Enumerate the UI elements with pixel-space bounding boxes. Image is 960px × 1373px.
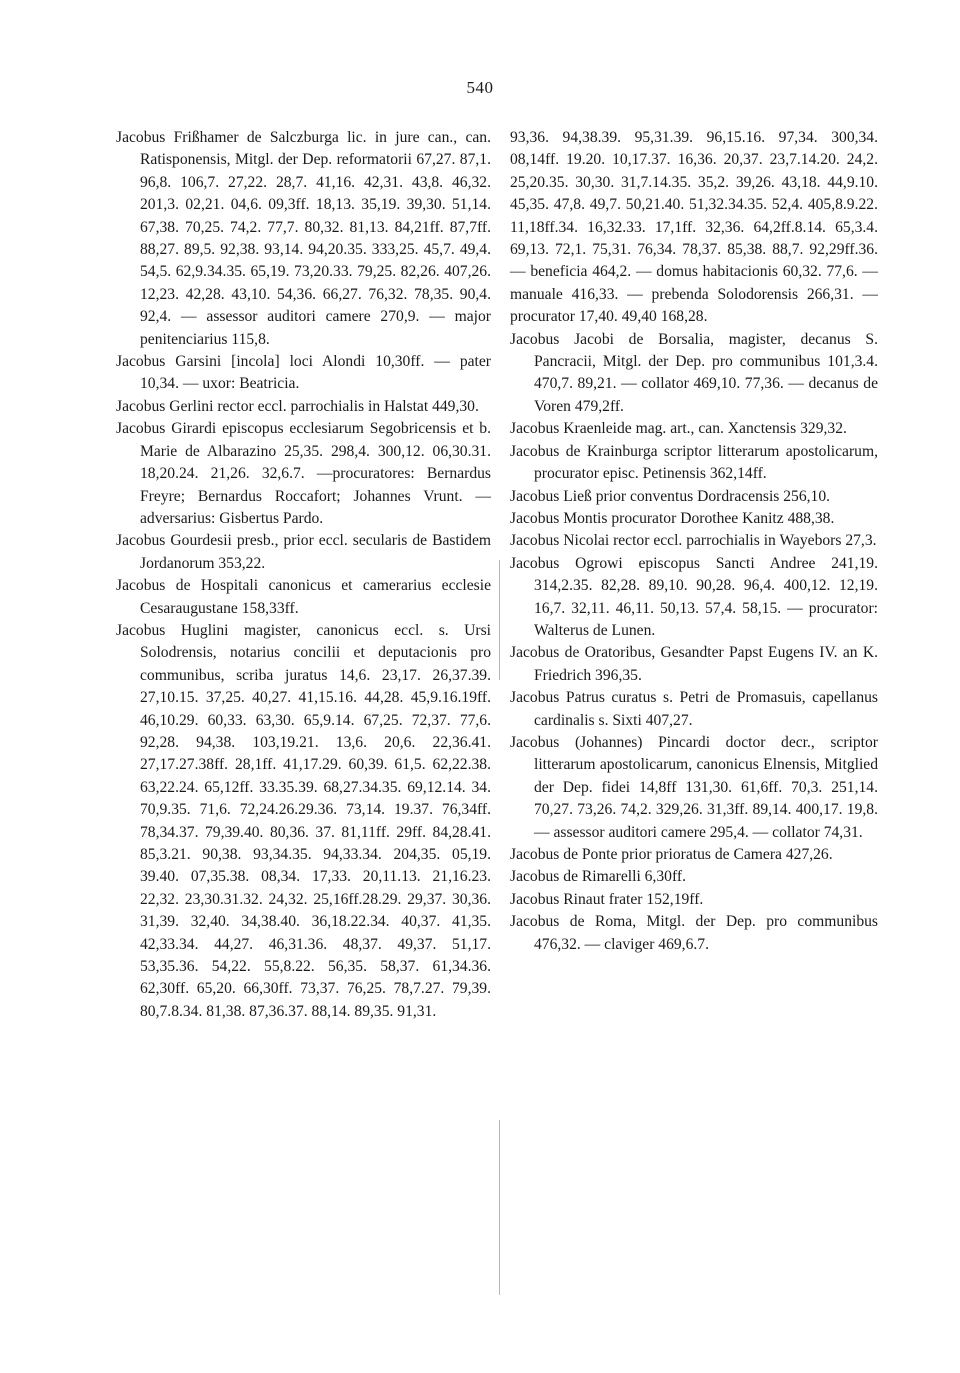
index-entry: Jacobus Garsini [incola] loci Alondi 10,30ff. — pater 10,34. — uxor: Beatricia.	[116, 353, 491, 393]
index-entry: Jacobus Frißhamer de Salczburga lic. in jure can., can. Ratisponensis, Mitgl. der Dep. reformatorii 67,27. 87,1. 96,8. 106,7. 27,22. 28,7. 41,16. 42,31. 43,8. 46,32. 201,3. 02,21. 04,6. 09,3ff. 18,13. 35,19. 39,30. 51,14. 67,38. 70,25. 74,2. 77,7. 80,32. 81,13. 84,21ff. 87,7ff. 88,27. 89,5. 92,38. 93,14. 94,20.35. 333,25. 45,7. 49,4. 54,5. 62,9.34.35. 65,19. 73,20.33. 79,25. 82,26. 407,26. 12,23. 42,28. 43,10. 54,36. 66,27. 76,32. 78,35. 90,4. 92,4. — assessor auditori camere 270,9. — major penitenciarius 115,8.	[116, 129, 491, 348]
left-column	[116, 127, 491, 1023]
index-entry: Jacobus Ogrowi episcopus Sancti Andree 241,19. 314,2.35. 82,28. 89,10. 90,28. 96,4. 400,12. 12,19. 16,7. 32,11. 46,11. 50,13. 57,4. 58,15. — procurator: Walterus de Lunen.	[510, 554, 878, 639]
page-number: 540	[466, 78, 494, 97]
index-entry: Jacobus de Roma, Mitgl. der Dep. pro communibus 476,32. — claviger 469,6.7.	[510, 913, 878, 953]
index-entry: Jacobus (Johannes) Pincardi doctor decr., scriptor litterarum apostolicarum, canonicus Elnensis, Mitglied der Dep. fidei 14,8ff 131,30. 61,6ff. 70,3. 251,14. 70,27. 73,26. 74,2. 329,26. 31,3ff. 89,14. 400,17. 19,8. — assessor auditori camere 295,4. — collator 74,31.	[510, 733, 878, 841]
index-entry: Jacobus de Rimarelli 6,30ff.	[510, 868, 686, 886]
index-entry: Jacobus Rinaut frater 152,19ff.	[510, 890, 704, 908]
index-entry: Jacobus Montis procurator Dorothee Kanitz 488,38.	[510, 509, 835, 527]
index-entry: Jacobus Gourdesii presb., prior eccl. secularis de Bastidem Jordanorum 353,22.	[116, 532, 491, 572]
index-entry: Jacobus de Ponte prior prioratus de Camera 427,26.	[510, 846, 833, 863]
index-entry: Jacobus Jacobi de Borsalia, magister, decanus S. Pancracii, Mitgl. der Dep. pro communibus 101,3.4. 470,7. 89,21. — collator 469,10. 77,36. — decanus de Voren 479,2ff.	[510, 330, 878, 415]
index-entry: Jacobus Nicolai rector eccl. parrochialis in Wayebors 27,3.	[510, 532, 877, 550]
index-entry: Jacobus Kraenleide mag. art., can. Xanctensis 329,32.	[510, 420, 847, 438]
index-entry: Jacobus Patrus curatus s. Petri de Promasuis, capellanus cardinalis s. Sixti 407,27.	[510, 689, 878, 729]
index-entry: Jacobus Huglini magister, canonicus eccl. s. Ursi Solodrensis, notarius concilii et deputacionis pro communibus, scriba juratus 14,6. 23,17. 26,37.39. 27,10.15. 37,25. 40,27. 41,15.16. 44,28. 45,9.16.19ff. 46,10.29. 60,33. 63,30. 65,9.14. 67,25. 72,37. 77,6. 92,28. 94,38. 103,19.21. 13,6. 20,6. 22,36.41. 27,17.27.38ff. 28,1ff. 41,17.29. 60,39. 61,5. 62,22.38. 63,22.24. 65,12ff. 33.35.39. 68,27.34.35. 69,12.14. 34. 70,9.35. 71,6. 72,24.26.29.36. 73,14. 19.37. 76,34ff. 78,34.37. 79,39.40. 80,36. 37. 81,11ff. 29ff. 84,28.41. 85,3.21. 90,38. 93,34.35. 94,33.34. 204,35. 05,19. 39.40. 07,35.38. 08,34. 17,33. 20,11.13. 21,16.23. 22,32. 23,30.31.32. 24,32. 25,16ff.28.29. 29,37. 30,36. 31,39. 32,40. 34,38.40. 36,18.22.34. 40,37. 41,35. 42,33.34. 44,27. 46,31.36. 48,37. 49,37. 51,17. 53,35.36. 54,22. 55,8.22. 56,35. 58,37. 61,34.36. 62,30ff. 65,20. 66,30ff. 73,37. 76,25. 78,7.27. 79,39. 80,7.8.34. 81,38. 87,36.37. 88,14. 89,35. 91,31.	[116, 621, 491, 1020]
index-entry: Jacobus Ließ prior conventus Dordracensis 256,10.	[510, 487, 831, 505]
right-column	[510, 127, 878, 956]
index-entry: Jacobus Gerlini rector eccl. parrochialis in Halstat 449,30.	[116, 397, 479, 415]
index-entry: Jacobus de Oratoribus, Gesandter Papst Eugens IV. an K. Friedrich 396,35.	[510, 644, 878, 684]
index-entry: Jacobus de Krainburga scriptor litterarum apostolicarum, procurator episc. Petinensis 362,14ff.	[510, 442, 878, 483]
index-entry-continuation: 93,36. 94,38.39. 95,31.39. 96,15.16. 97,34. 300,34. 08,14ff. 19.20. 10,17.37. 16,36. 20,37. 23,7.14.20. 24,2. 25,20.35. 30,30. 31,7.14.35. 35,2. 39,26. 43,18. 44,9.10. 45,35. 47,8. 49,7. 50,21.40. 51,32.34.35. 52,4. 405,8.9.22. 11,18ff.34. 16,32.33. 17,1ff. 32,36. 64,2ff.8.14. 65,3.4. 69,13. 72,1. 75,31. 76,34. 78,37. 85,38. 88,7. 92,29ff.36. — beneficia 464,2. — domus habitacionis 60,32. 77,6. — manuale 416,33. — prebenda Solodorensis 266,31. — procurator 17,40. 49,40 168,28.	[510, 129, 878, 326]
index-entry: Jacobus Girardi episcopus ecclesiarum Segobricensis et b. Marie de Albarazino 25,35. 298,4. 300,12. 06,30.31. 18,20.24. 21,26. 32,6.7. —procuratores: Bernardus Freyre; Bernardus Roccafort; Johannes Vrunt. — adversarius: Gisbertus Pardo.	[116, 420, 491, 527]
index-entry: Jacobus de Hospitali canonicus et camerarius ecclesie Cesaraugustane 158,33ff.	[116, 577, 491, 617]
column-divider	[499, 1120, 500, 1295]
column-divider	[499, 560, 500, 680]
